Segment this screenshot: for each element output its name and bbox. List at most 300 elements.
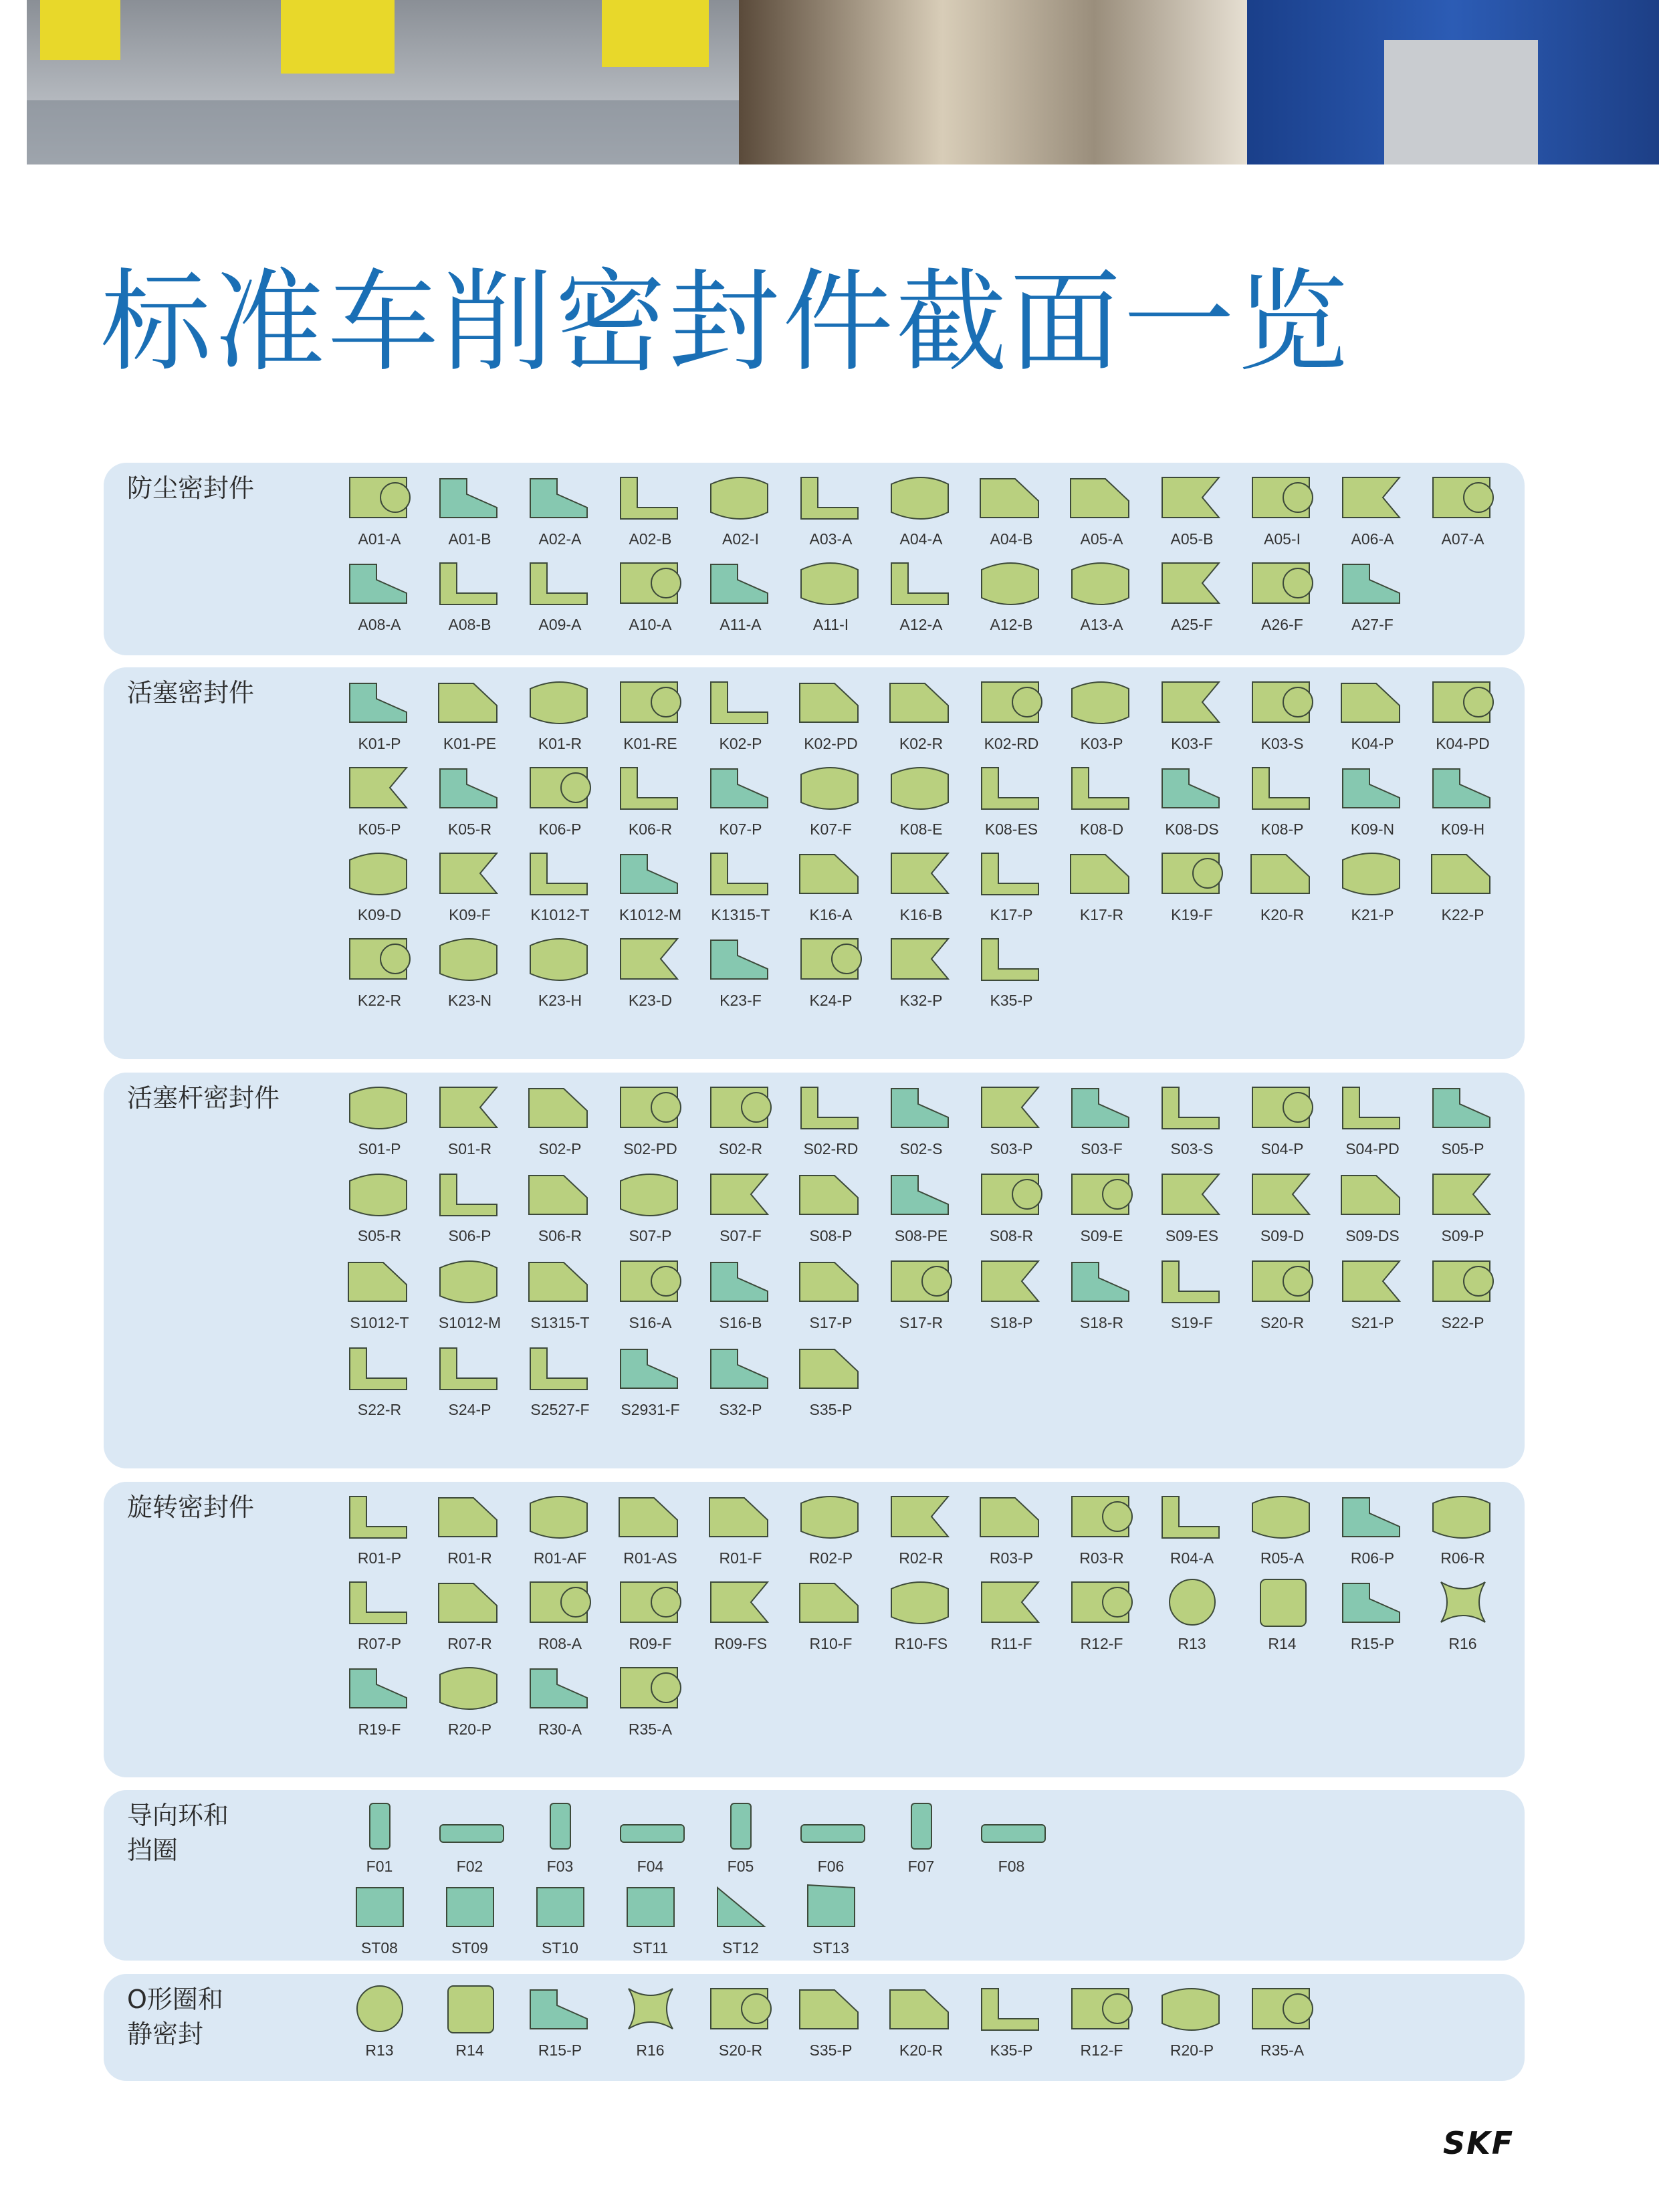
seal-profile-icon (975, 847, 1048, 901)
seal-row (334, 1575, 1511, 1653)
seal-profile-icon (524, 556, 597, 611)
seal-profile-label: K08-E (899, 820, 943, 838)
seal-profile-label: R12-F (1080, 2041, 1123, 2059)
seal-profile-label: ST12 (722, 1939, 759, 1957)
seal-profile-icon (1336, 471, 1410, 526)
seal-profile-item (1418, 1254, 1508, 1332)
seal-profile-label: K01-R (538, 735, 582, 752)
seal-profile-item (786, 1341, 876, 1419)
seal-profile-icon (1246, 1575, 1319, 1630)
seal-profile-icon (794, 1168, 868, 1222)
seal-profile-label: K17-P (990, 906, 1033, 923)
seal-profile-item (515, 1880, 605, 1957)
seal-profile-item (966, 847, 1057, 924)
seal-profile-icon (1065, 1081, 1139, 1135)
seal-profile-item (786, 932, 876, 1010)
seal-profile-label: S19-F (1171, 1314, 1213, 1331)
seal-profile-item (695, 471, 786, 548)
seal-profile-item (786, 471, 876, 548)
seal-profile-item (425, 1168, 515, 1245)
seal-profile-item (966, 1254, 1057, 1332)
seal-profile-item (1237, 471, 1327, 548)
seal-profile-label: S04-PD (1345, 1140, 1400, 1157)
seal-profile-label: R01-AF (533, 1549, 587, 1567)
seal-profile-label: K08-DS (1165, 820, 1219, 838)
seal-profile-label: S32-P (719, 1401, 762, 1418)
seal-profile-icon (1065, 556, 1139, 611)
seal-profile-icon (524, 1081, 597, 1135)
seal-profile-item (786, 1798, 876, 1876)
seal-profile-item (515, 847, 605, 924)
seal-profile-label: R07-P (357, 1635, 402, 1652)
seal-profile-item (605, 1880, 695, 1957)
seal-profile-label: K02-PD (804, 735, 858, 752)
seal-grid (334, 675, 1511, 1010)
seal-profile-item (786, 1575, 876, 1653)
seal-profile-item (605, 471, 695, 548)
seal-profile-item (1327, 1081, 1418, 1158)
seal-profile-item (1147, 556, 1237, 634)
seal-profile-item (1327, 556, 1418, 634)
seal-profile-item (605, 675, 695, 753)
seal-profile-label: K08-ES (984, 820, 1038, 838)
seal-profile-label: K19-F (1171, 906, 1213, 923)
seal-profile-label: R10-FS (894, 1635, 948, 1652)
seal-profile-item (1147, 1254, 1237, 1332)
seal-profile-label: S08-PE (894, 1227, 948, 1244)
seal-profile-icon (1065, 675, 1139, 730)
seal-profile-icon (614, 675, 687, 730)
seal-profile-icon (614, 847, 687, 901)
seal-profile-item (334, 1081, 425, 1158)
seal-profile-item (425, 932, 515, 1010)
seal-profile-label: R07-R (447, 1635, 492, 1652)
seal-profile-item (515, 1661, 605, 1739)
seal-profile-icon (704, 556, 778, 611)
seal-profile-item (1418, 847, 1508, 924)
seal-profile-label: S06-P (448, 1227, 491, 1244)
seal-profile-item (605, 761, 695, 839)
seal-profile-label: S16-A (629, 1314, 672, 1331)
seal-profile-icon (614, 1081, 687, 1135)
seal-profile-item (1418, 675, 1508, 753)
seal-row (334, 1661, 1511, 1739)
seal-profile-item (605, 1575, 695, 1653)
seal-profile-icon (433, 471, 507, 526)
header-photo-banner (0, 0, 1659, 164)
seal-profile-icon (1246, 847, 1319, 901)
seal-row (334, 1798, 1511, 1876)
seal-profile-item (876, 932, 966, 1010)
seal-profile-label: K09-D (357, 906, 402, 923)
seal-profile-item (1418, 1575, 1508, 1653)
seal-profile-item (515, 1254, 605, 1332)
seal-profile-icon (704, 1575, 778, 1630)
seal-profile-label: A06-A (1351, 530, 1394, 548)
seal-profile-label: A12-A (899, 616, 943, 633)
seal-profile-icon (885, 1575, 958, 1630)
seal-profile-icon (885, 471, 958, 526)
seal-profile-label: A13-A (1080, 616, 1123, 633)
seal-profile-label: A25-F (1171, 616, 1213, 633)
seal-profile-item (605, 1982, 695, 2060)
seal-profile-item (515, 675, 605, 753)
seal-profile-item (876, 675, 966, 753)
seal-profile-icon (704, 932, 778, 987)
seal-profile-label: A02-I (722, 530, 759, 548)
seal-profile-item (1147, 1575, 1237, 1653)
seal-profile-item (334, 1798, 425, 1876)
seal-profile-icon (794, 1575, 868, 1630)
seal-profile-label: K01-PE (443, 735, 497, 752)
seal-profile-icon (1155, 1490, 1229, 1545)
seal-profile-icon (704, 761, 778, 816)
seal-profile-item (876, 1798, 966, 1876)
seal-profile-icon (704, 1081, 778, 1135)
seal-profile-icon (975, 1798, 1048, 1853)
seal-profile-label: A27-F (1351, 616, 1394, 633)
seal-profile-item (1147, 847, 1237, 924)
skf-logo: SKF (1443, 2125, 1515, 2161)
seal-profile-icon (433, 1880, 507, 1934)
seal-profile-label: R15-P (538, 2041, 582, 2059)
seal-profile-label: S02-S (899, 1140, 943, 1157)
seal-profile-icon (614, 1341, 687, 1396)
seal-profile-label: R01-AS (623, 1549, 677, 1567)
seal-profile-icon (885, 761, 958, 816)
seal-profile-label: K23-D (628, 992, 673, 1009)
seal-profile-item (966, 1798, 1057, 1876)
seal-profile-icon (885, 1798, 958, 1853)
seal-profile-label: K02-R (899, 735, 944, 752)
seal-profile-label: R08-A (538, 1635, 582, 1652)
seal-profile-item (425, 1081, 515, 1158)
seal-profile-item (1147, 471, 1237, 548)
seal-profile-label: R19-F (358, 1721, 401, 1738)
seal-profile-label: K05-R (447, 820, 492, 838)
seal-profile-item (1057, 1168, 1147, 1245)
seal-profile-item (334, 1982, 425, 2060)
seal-profile-icon (343, 761, 417, 816)
seal-profile-label: F07 (907, 1858, 935, 1875)
seal-profile-icon (1246, 761, 1319, 816)
seal-profile-item (966, 471, 1057, 548)
seal-profile-icon (524, 471, 597, 526)
seal-profile-label: K08-D (1079, 820, 1124, 838)
seal-profile-icon (1246, 1168, 1319, 1222)
seal-profile-label: R35-A (1260, 2041, 1305, 2059)
seal-profile-item (966, 1575, 1057, 1653)
seal-profile-label: S35-P (809, 1401, 853, 1418)
seal-profile-item (1237, 1490, 1327, 1567)
seal-profile-item (334, 1341, 425, 1419)
section-panel (104, 1482, 1525, 1777)
seal-profile-icon (1426, 1490, 1500, 1545)
seal-profile-label: ST08 (361, 1939, 398, 1957)
seal-row (334, 556, 1511, 634)
seal-profile-item (876, 761, 966, 839)
seal-profile-label: S01-R (447, 1140, 492, 1157)
seal-profile-item (605, 556, 695, 634)
seal-profile-label: K09-N (1350, 820, 1395, 838)
page-title: 标准车削密封件截面一览 (100, 258, 1351, 387)
seal-profile-item (1327, 471, 1418, 548)
seal-profile-label: K23-H (538, 992, 582, 1009)
seal-profile-icon (1155, 1982, 1229, 2037)
seal-profile-item (425, 1798, 515, 1876)
seal-profile-label: A12-B (990, 616, 1033, 633)
seal-profile-icon (1155, 1168, 1229, 1222)
seal-profile-label: K01-RE (623, 735, 677, 752)
seal-row (334, 761, 1511, 839)
seal-profile-item (334, 556, 425, 634)
seal-profile-item (1147, 1081, 1237, 1158)
seal-profile-icon (794, 1880, 868, 1934)
seal-profile-icon (975, 932, 1048, 987)
seal-profile-item (1147, 1982, 1237, 2060)
seal-profile-icon (614, 761, 687, 816)
seal-profile-label: K03-S (1260, 735, 1304, 752)
seal-profile-icon (433, 1798, 507, 1853)
seal-profile-item (1057, 1575, 1147, 1653)
seal-profile-icon (1426, 761, 1500, 816)
seal-profile-icon (343, 1982, 417, 2037)
seal-profile-icon (885, 932, 958, 987)
seal-profile-label: ST13 (812, 1939, 849, 1957)
seal-profile-item (1057, 761, 1147, 839)
seal-profile-label: S01-P (358, 1140, 401, 1157)
seal-profile-icon (704, 1490, 778, 1545)
seal-profile-label: A05-B (1170, 530, 1214, 548)
seal-profile-icon (885, 1081, 958, 1135)
seal-profile-icon (524, 1880, 597, 1934)
seal-profile-icon (794, 1982, 868, 2037)
seal-profile-label: K09-H (1440, 820, 1485, 838)
seal-profile-label: A26-F (1261, 616, 1303, 633)
seal-profile-item (515, 1081, 605, 1158)
seal-profile-item (876, 556, 966, 634)
seal-profile-icon (1065, 1490, 1139, 1545)
seal-profile-icon (343, 932, 417, 987)
seal-profile-icon (1336, 1575, 1410, 1630)
seal-profile-item (1237, 1254, 1327, 1332)
seal-profile-icon (975, 1081, 1048, 1135)
seal-profile-item (425, 1661, 515, 1739)
seal-profile-item (786, 1254, 876, 1332)
seal-profile-icon (704, 1982, 778, 2037)
seal-profile-icon (343, 471, 417, 526)
seal-profile-item (695, 932, 786, 1010)
seal-profile-label: S02-PD (623, 1140, 677, 1157)
seal-profile-icon (524, 1982, 597, 2037)
seal-profile-icon (704, 1880, 778, 1934)
seal-profile-item (1057, 847, 1147, 924)
seal-profile-label: R15-P (1350, 1635, 1395, 1652)
seal-profile-item (876, 1575, 966, 1653)
seal-profile-label: R06-P (1350, 1549, 1395, 1567)
seal-profile-label: S17-R (899, 1314, 944, 1331)
seal-row (334, 1081, 1511, 1158)
seal-profile-icon (885, 1490, 958, 1545)
seal-profile-label: R02-R (899, 1549, 944, 1567)
seal-profile-item (786, 1081, 876, 1158)
seal-profile-label: K03-F (1171, 735, 1213, 752)
seal-profile-item (695, 1490, 786, 1567)
seal-profile-item (1327, 1168, 1418, 1245)
seal-row (334, 1982, 1511, 2060)
seal-profile-icon (885, 1168, 958, 1222)
seal-profile-icon (433, 1575, 507, 1630)
seal-profile-icon (433, 1982, 507, 2037)
seal-grid (334, 1982, 1511, 2060)
seal-profile-icon (1246, 556, 1319, 611)
seal-profile-label: R02-P (808, 1549, 853, 1567)
seal-profile-item (786, 1490, 876, 1567)
seal-profile-item (425, 1341, 515, 1419)
seal-profile-icon (433, 1081, 507, 1135)
seal-profile-item (695, 847, 786, 924)
seal-profile-label: K02-P (719, 735, 762, 752)
seal-profile-item (334, 847, 425, 924)
seal-row (334, 1880, 1511, 1957)
seal-profile-icon (433, 1254, 507, 1309)
seal-profile-label: R14 (1268, 1635, 1297, 1652)
seal-profile-icon (433, 675, 507, 730)
seal-profile-item (1327, 761, 1418, 839)
section-title: 旋转密封件 (127, 1492, 255, 1522)
seal-profile-item (786, 1168, 876, 1245)
seal-profile-icon (1065, 761, 1139, 816)
seal-profile-icon (1426, 1254, 1500, 1309)
seal-profile-icon (1336, 1081, 1410, 1135)
seal-profile-label: S35-P (809, 2041, 853, 2059)
seal-profile-icon (524, 761, 597, 816)
seal-profile-icon (1246, 1081, 1319, 1135)
seal-profile-item (876, 1254, 966, 1332)
seal-profile-item (786, 556, 876, 634)
seal-profile-icon (885, 675, 958, 730)
seal-profile-icon (433, 556, 507, 611)
section-title: O形圈和 静密封 (127, 1985, 223, 2049)
seal-profile-label: S06-R (538, 1227, 582, 1244)
seal-profile-label: R01-P (357, 1549, 402, 1567)
seal-profile-icon (885, 556, 958, 611)
seal-profile-icon (794, 1254, 868, 1309)
seal-profile-icon (794, 471, 868, 526)
seal-grid (334, 471, 1511, 634)
seal-profile-icon (794, 932, 868, 987)
seal-profile-item (1147, 1168, 1237, 1245)
seal-profile-label: S02-P (538, 1140, 582, 1157)
seal-profile-item (425, 675, 515, 753)
seal-profile-item (1057, 675, 1147, 753)
seal-profile-icon (524, 1168, 597, 1222)
seal-profile-icon (614, 471, 687, 526)
seal-profile-label: A10-A (629, 616, 672, 633)
seal-profile-label: F06 (817, 1858, 845, 1875)
seal-profile-label: R13 (1178, 1635, 1206, 1652)
seal-profile-item (515, 1341, 605, 1419)
seal-profile-label: K05-P (358, 820, 401, 838)
seal-profile-icon (1336, 1254, 1410, 1309)
seal-row (334, 471, 1511, 548)
seal-profile-label: R30-A (538, 1721, 582, 1738)
seal-profile-label: S07-P (629, 1227, 672, 1244)
seal-profile-label: S05-R (357, 1227, 402, 1244)
seal-profile-label: F01 (366, 1858, 393, 1875)
seal-row (334, 1490, 1511, 1567)
seal-profile-icon (975, 1168, 1048, 1222)
seal-profile-icon (433, 1490, 507, 1545)
seal-profile-item (1418, 471, 1508, 548)
seal-profile-label: S07-F (720, 1227, 762, 1244)
seal-profile-icon (794, 847, 868, 901)
seal-profile-label: A04-B (990, 530, 1033, 548)
seal-profile-icon (975, 1254, 1048, 1309)
seal-profile-icon (614, 932, 687, 987)
seal-profile-icon (1426, 1168, 1500, 1222)
seal-profile-icon (704, 1341, 778, 1396)
seal-profile-label: R04-A (1170, 1549, 1214, 1567)
seal-profile-icon (704, 1798, 778, 1853)
seal-profile-item (425, 761, 515, 839)
seal-profile-label: S16-B (719, 1314, 762, 1331)
seal-profile-icon (343, 1798, 417, 1853)
seal-profile-item (966, 1168, 1057, 1245)
seal-profile-item (695, 1081, 786, 1158)
seal-profile-label: R20-P (447, 1721, 492, 1738)
seal-profile-item (1237, 675, 1327, 753)
seal-profile-label: K21-P (1351, 906, 1394, 923)
seal-profile-label: K09-F (449, 906, 491, 923)
seal-profile-label: S2931-F (621, 1401, 680, 1418)
seal-profile-icon (885, 847, 958, 901)
seal-profile-icon (704, 1254, 778, 1309)
seal-profile-icon (1065, 1575, 1139, 1630)
seal-profile-item (876, 471, 966, 548)
seal-profile-label: K1315-T (711, 906, 770, 923)
seal-profile-item (334, 932, 425, 1010)
seal-profile-item (425, 1880, 515, 1957)
seal-profile-label: S1012-T (350, 1314, 409, 1331)
seal-profile-label: A08-A (358, 616, 401, 633)
seal-profile-item (1418, 1490, 1508, 1567)
seal-profile-label: K23-F (720, 992, 762, 1009)
section-panel (104, 1974, 1525, 2081)
seal-profile-item (966, 556, 1057, 634)
seal-profile-icon (1155, 761, 1229, 816)
seal-profile-label: A05-A (1080, 530, 1123, 548)
seal-profile-icon (343, 1661, 417, 1716)
seal-profile-label: S03-F (1081, 1140, 1123, 1157)
seal-profile-item (515, 1982, 605, 2060)
seal-profile-item (786, 847, 876, 924)
seal-profile-item (425, 471, 515, 548)
seal-profile-icon (343, 1168, 417, 1222)
seal-profile-item (695, 761, 786, 839)
seal-profile-label: K23-N (447, 992, 492, 1009)
seal-profile-label: S22-P (1441, 1314, 1484, 1331)
seal-profile-item (695, 556, 786, 634)
seal-grid (334, 1490, 1511, 1739)
seal-profile-label: K01-P (358, 735, 401, 752)
seal-profile-icon (975, 1490, 1048, 1545)
seal-profile-item (605, 1168, 695, 1245)
seal-profile-icon (975, 556, 1048, 611)
seal-profile-item (1237, 1575, 1327, 1653)
seal-profile-icon (614, 1661, 687, 1716)
seal-profile-icon (343, 1490, 417, 1545)
